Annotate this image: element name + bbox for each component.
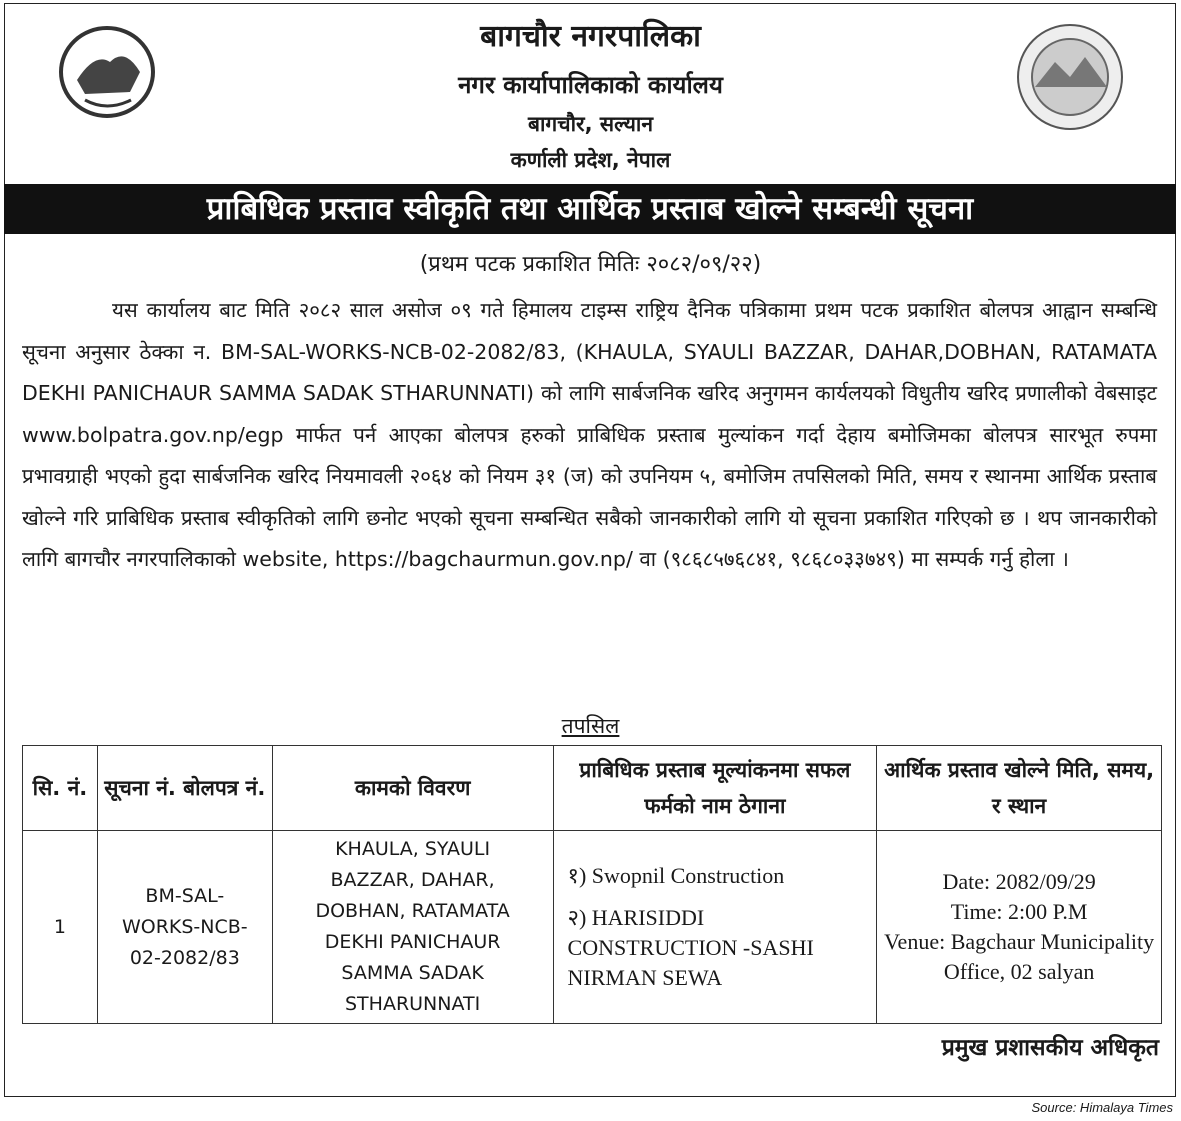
cell-notice-no xyxy=(97,831,272,1024)
table-row xyxy=(23,831,1162,1024)
province: कर्णाली प्रदेश, नेपाल xyxy=(510,148,671,172)
table-header-row xyxy=(23,746,1162,831)
notice-body: यस कार्यालय बाट मिति २०८२ साल असोज ०९ गते हिमालय टाइम्स राष्ट्रिय दैनिक पत्रिकामा प्रथम पटक प्रकाशित बोलपत्र आह्वान सम्बन्धि सूचना अनुसार ठेक्का न. BM-SAL-WORKS-NCB-02-2082/83, (KHAULA, SYAULI BAZZAR, DAHAR,DOBHAN, RATAMATA DEKHI PANICHAUR SAMMA SADAK STHARUNNATI) को लागि सार्बजनिक खरिद अनुगमन कार्यलयको विधुतीय खरिद प्रणालीको वेबसाइट www.bolpatra.gov.np/egp मार्फत पर्न आएका बोलपत्र हरुको प्राबिधिक प्रस्ताब मुल्यांकन गर्दा देहाय बमोजिमका बोलपत्र सारभूत रुपमा प्रभावग्राही भएको हुदा सार्बजनिक खरिद नियमावली २०६४ को नियम ३१ (ज) को उपनियम ५, बमोजिम तपसिलको मिति, समय र स्थानमा आर्थिक प्रस्ताब खोल्ने गरि प्राबिधिक प्रस्ताब स्वीकृतिको लागि छनोट भएको सूचना सम्बन्धित सबैको जानकारीको लागि यो सूचना प्रकाशित गरिएको छ । थप जानकारीको लागि बागचौर नगरपालिकाको website, https://bagchaurmun.gov.np/ वा (९८६८५७६८४१, ९८६८०३३७४९) मा सम्पर्क गर्नु होला । xyxy=(22,298,1157,571)
header-firm: प्राबिधिक प्रस्ताब मूल्यांकनमा सफल फर्मको नाम ठेगाना xyxy=(553,746,877,831)
office-location: बागचौर, सल्यान xyxy=(528,112,653,136)
header-sn: सि. नं. xyxy=(23,746,98,831)
cell-sn: 1 xyxy=(23,831,98,1024)
header-description: कामको विवरण xyxy=(272,746,553,831)
description-text: KHAULA, SYAULI BAZZAR, DAHAR, DOBHAN, RATAMATA DEKHI PANICHAUR SAMMA SADAK STHARUNNATI xyxy=(315,838,510,1015)
notice-title-banner: प्राबिधिक प्रस्ताव स्वीकृति तथा आर्थिक प्रस्ताब खोल्ने सम्बन्धी सूचना xyxy=(4,184,1176,234)
firm-2: २) HARISIDDI CONSTRUCTION -SASHI NIRMAN SEWA xyxy=(567,905,814,990)
source-credit: Source: Himalaya Times xyxy=(1031,1100,1173,1115)
office-name: नगर कार्यापालिकाको कार्यालय xyxy=(458,71,723,99)
signatory: प्रमुख प्रशासकीय अधिकृत xyxy=(941,1035,1159,1061)
schedule-heading: तपसिल xyxy=(561,714,620,738)
header-notice-no: सूचना नं. बोलपत्र नं. xyxy=(97,746,272,831)
cell-opening xyxy=(877,831,1162,1024)
firm-1: १) Swopnil Construction xyxy=(567,863,785,888)
opening-time: Time: 2:00 P.M xyxy=(950,899,1088,924)
cell-description xyxy=(272,831,553,1024)
notice-no-text: BM-SAL-WORKS-NCB-02-2082/83 xyxy=(121,884,248,969)
opening-date: Date: 2082/09/29 xyxy=(942,869,1096,894)
schedule-table xyxy=(22,745,1162,1024)
published-date: (प्रथम पटक प्रकाशित मितिः २०८२/०९/२२) xyxy=(419,252,762,277)
header-opening: आर्थिक प्रस्ताव खोल्ने मिति, समय, र स्थान xyxy=(877,746,1162,831)
cell-firms xyxy=(553,831,877,1024)
opening-venue: Venue: Bagchaur Municipality Office, 02 salyan xyxy=(884,929,1155,984)
municipality-name: बागचौर नगरपालिका xyxy=(480,19,701,54)
